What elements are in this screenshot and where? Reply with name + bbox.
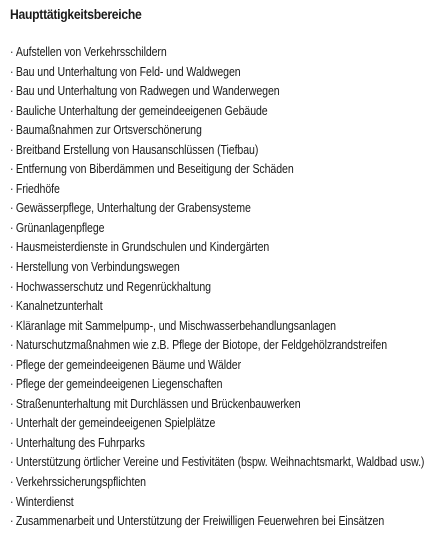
list-item-label: Kanalnetzunterhalt bbox=[15, 299, 103, 314]
list-item bbox=[10, 43, 360, 63]
list-item bbox=[10, 102, 360, 122]
list-item bbox=[10, 297, 360, 317]
list-item bbox=[10, 356, 360, 376]
list-item-label: Winterdienst bbox=[15, 494, 74, 509]
bullet-icon: · bbox=[10, 240, 14, 255]
bullet-icon: · bbox=[10, 123, 14, 138]
list-item-label: Kläranlage mit Sammelpump-, und Mischwasserbehandlungsanlagen bbox=[15, 318, 336, 333]
list-item bbox=[10, 160, 360, 180]
list-item-label: Aufstellen von Verkehrsschildern bbox=[15, 45, 167, 59]
bullet-icon: · bbox=[10, 416, 14, 431]
list-item bbox=[10, 238, 360, 258]
list-item bbox=[10, 199, 360, 219]
list-item-label: Entfernung von Biberdämmen und Beseitigung der Schäden bbox=[15, 162, 294, 177]
activity-list bbox=[10, 43, 427, 532]
list-item-label: Baumaßnahmen zur Ortsverschönerung bbox=[15, 123, 202, 138]
bullet-icon: · bbox=[10, 299, 14, 314]
list-item-label: Gewässerpflege, Unterhaltung der Grabensysteme bbox=[15, 201, 251, 216]
bullet-icon: · bbox=[10, 396, 14, 411]
list-item bbox=[10, 473, 360, 493]
page-title: Haupttätigkeitsbereiche bbox=[10, 7, 142, 22]
list-item-label: Verkehrssicherungspflichten bbox=[15, 475, 146, 490]
bullet-icon: · bbox=[10, 220, 14, 235]
list-item bbox=[10, 82, 360, 102]
bullet-icon: · bbox=[10, 318, 14, 333]
list-item bbox=[10, 414, 360, 434]
list-item bbox=[10, 434, 360, 454]
list-item bbox=[10, 121, 360, 141]
list-item-label: Straßenunterhaltung mit Durchlässen und Brückenbauwerken bbox=[15, 396, 301, 411]
list-item-label: Unterhaltung des Fuhrparks bbox=[15, 435, 145, 450]
bullet-icon: · bbox=[10, 279, 14, 294]
list-item bbox=[10, 395, 360, 415]
bullet-icon: · bbox=[10, 514, 14, 529]
bullet-icon: · bbox=[10, 45, 14, 59]
bullet-icon: · bbox=[10, 162, 14, 177]
list-item-label: Grünanlagenpflege bbox=[15, 220, 105, 235]
bullet-icon: · bbox=[10, 475, 14, 490]
list-item bbox=[10, 453, 425, 473]
list-item-label: Unterstützung örtlicher Vereine und Festivitäten (bspw. Weihnachtsmarkt, Waldbad usw.) bbox=[15, 455, 425, 470]
bullet-icon: · bbox=[10, 142, 14, 157]
list-item-label: Breitband Erstellung von Hausanschlüssen (Tiefbau) bbox=[15, 142, 259, 157]
bullet-icon: · bbox=[10, 377, 14, 392]
list-item-label: Hochwasserschutz und Regenrückhaltung bbox=[15, 279, 211, 294]
list-item bbox=[10, 141, 360, 161]
list-item-label: Bauliche Unterhaltung der gemeindeeigenen Gebäude bbox=[15, 103, 268, 118]
bullet-icon: · bbox=[10, 84, 14, 99]
list-item-label: Pflege der gemeindeeigenen Bäume und Wälder bbox=[15, 357, 242, 372]
list-item bbox=[10, 512, 385, 532]
list-item-label: Pflege der gemeindeeigenen Liegenschaften bbox=[15, 377, 223, 392]
list-item-label: Unterhalt der gemeindeeigenen Spielplätze bbox=[15, 416, 216, 431]
list-item-label: Friedhöfe bbox=[15, 181, 60, 196]
list-item bbox=[10, 180, 360, 200]
list-item bbox=[10, 219, 360, 239]
list-item bbox=[10, 63, 360, 83]
bullet-icon: · bbox=[10, 64, 14, 79]
list-item-label: Bau und Unterhaltung von Feld- und Waldwegen bbox=[15, 64, 241, 79]
list-item bbox=[10, 336, 388, 356]
list-item bbox=[10, 493, 360, 513]
list-item bbox=[10, 317, 360, 337]
list-item bbox=[10, 278, 360, 298]
list-item bbox=[10, 375, 360, 395]
bullet-icon: · bbox=[10, 260, 14, 275]
list-item-label: Bau und Unterhaltung von Radwegen und Wanderwegen bbox=[15, 84, 280, 99]
bullet-icon: · bbox=[10, 201, 14, 216]
bullet-icon: · bbox=[10, 338, 14, 353]
bullet-icon: · bbox=[10, 181, 14, 196]
list-item-label: Naturschutzmaßnahmen wie z.B. Pflege der Biotope, der Feldgehölzrandstreifen bbox=[15, 338, 388, 353]
list-item-label: Hausmeisterdienste in Grundschulen und Kindergärten bbox=[15, 240, 270, 255]
bullet-icon: · bbox=[10, 103, 14, 118]
bullet-icon: · bbox=[10, 494, 14, 509]
bullet-icon: · bbox=[10, 435, 14, 450]
list-item-label: Herstellung von Verbindungswegen bbox=[15, 260, 180, 275]
list-item bbox=[10, 258, 360, 278]
list-item-label: Zusammenarbeit und Unterstützung der Freiwilligen Feuerwehren bei Einsätzen bbox=[15, 514, 385, 529]
bullet-icon: · bbox=[10, 357, 14, 372]
bullet-icon: · bbox=[10, 455, 14, 470]
